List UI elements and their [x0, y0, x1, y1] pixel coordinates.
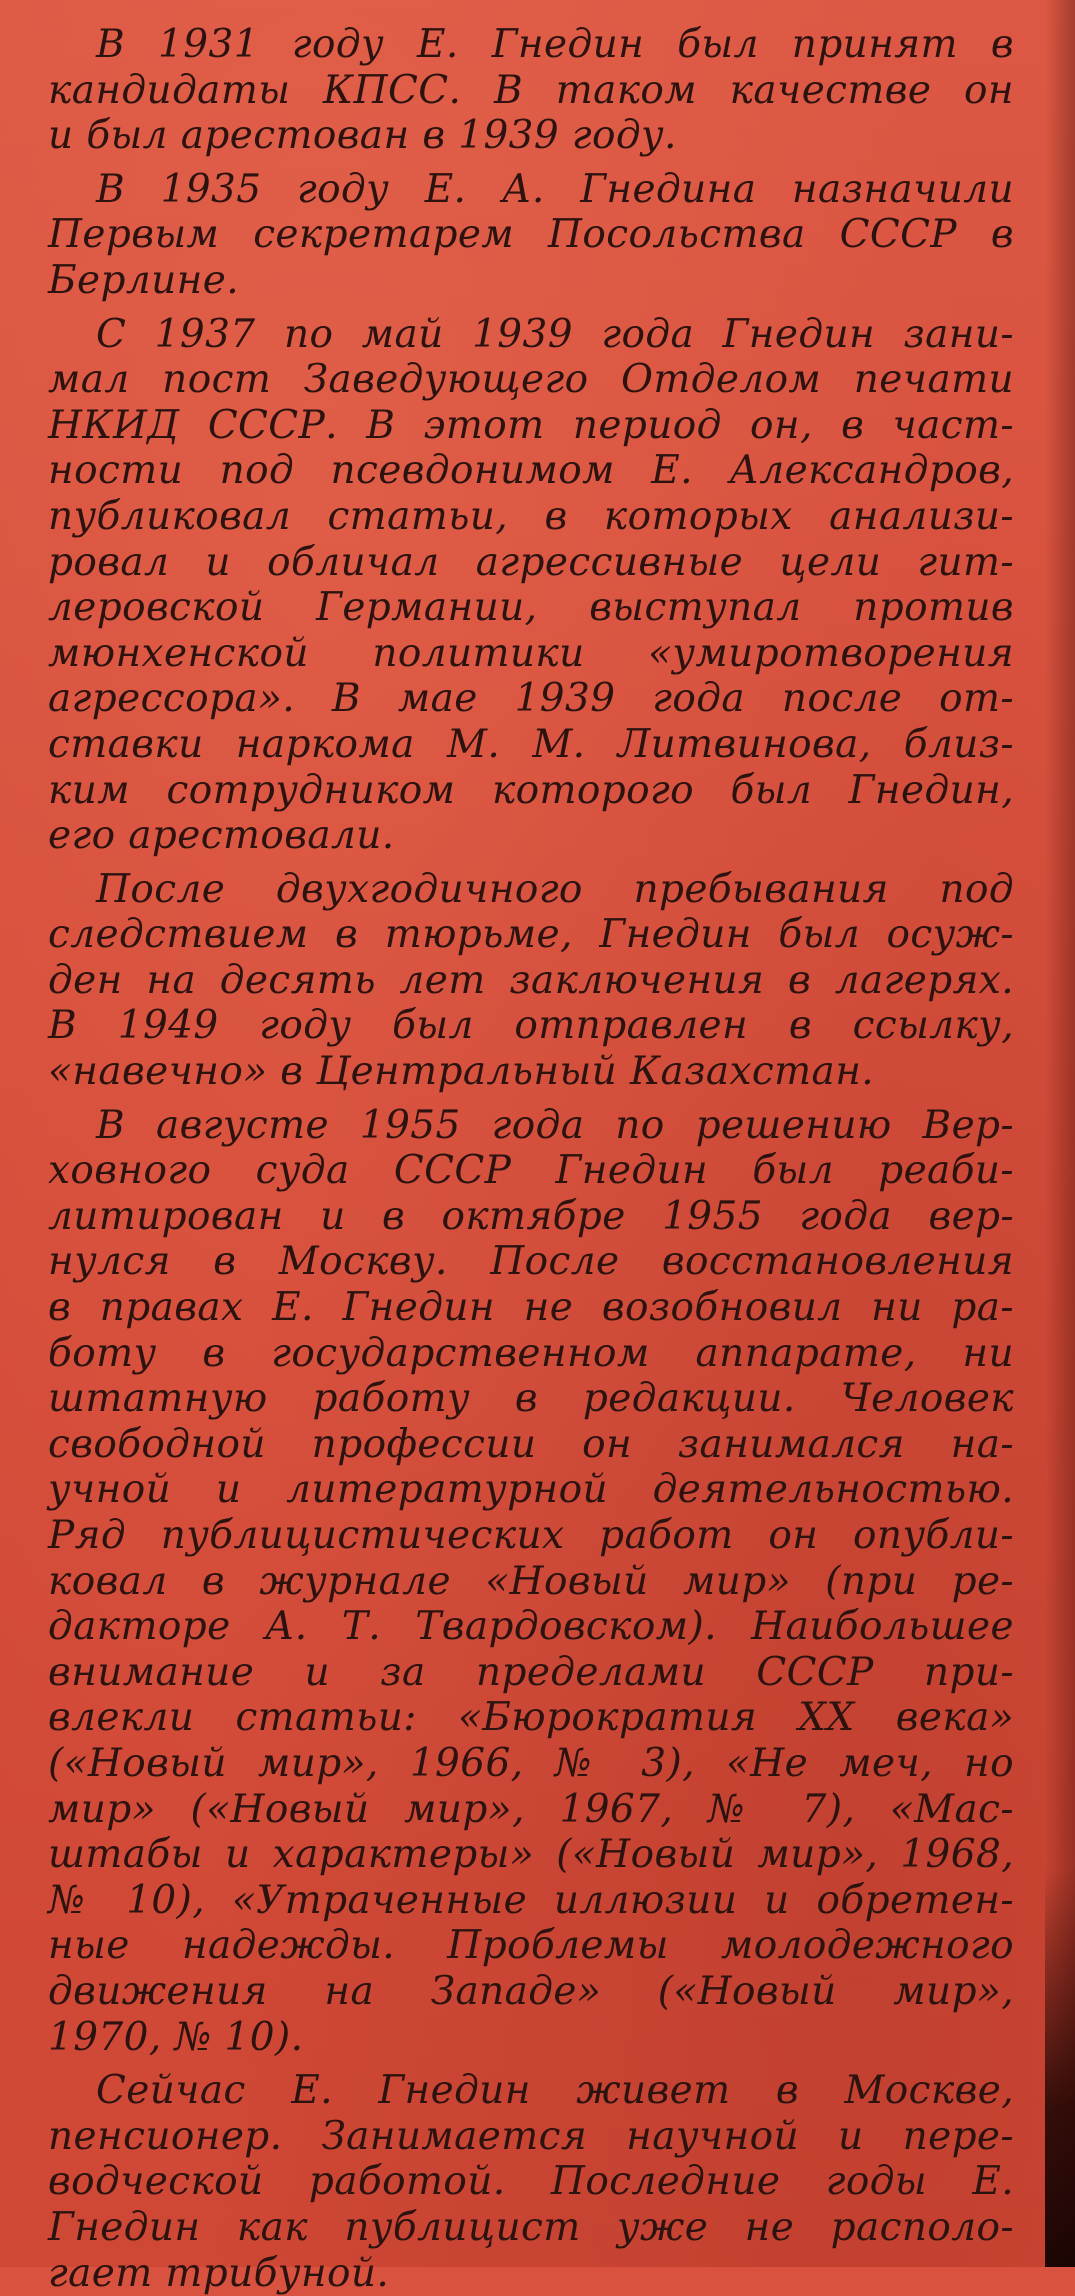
text-line: движения на Западе» («Новый мир»,	[48, 1969, 1014, 2015]
text-line: водческой работой. Последние годы Е.	[48, 2159, 1014, 2205]
text-line: мир» («Новый мир», 1967, № 7), «Мас-	[48, 1787, 1014, 1833]
text-line: штатную работу в редакции. Человек	[48, 1376, 1014, 1422]
text-line: Берлине.	[48, 258, 1014, 304]
paragraph	[48, 2068, 1014, 2296]
text-line: В 1931 году Е. Гнедин был принят в	[48, 22, 1014, 68]
text-line: 1970, № 10).	[48, 2015, 1014, 2061]
text-line: Гнедин как публицист уже не располо-	[48, 2205, 1014, 2251]
text-line: ные надежды. Проблемы молодежного	[48, 1923, 1014, 1969]
text-line: и был арестован в 1939 году.	[48, 113, 1014, 159]
text-line: НКИД СССР. В этот период он, в част-	[48, 403, 1014, 449]
text-line: литирован и в октябре 1955 года вер-	[48, 1194, 1014, 1240]
paragraph	[48, 312, 1014, 859]
text-line: следствием в тюрьме, Гнедин был осуж-	[48, 912, 1014, 958]
text-line: агрессора». В мае 1939 года после от-	[48, 676, 1014, 722]
text-line: ковал в журнале «Новый мир» (при ре-	[48, 1559, 1014, 1605]
paragraph	[48, 867, 1014, 1095]
text-line: ровал и обличал агрессивные цели гит-	[48, 540, 1014, 586]
text-line: гает трибуной.	[48, 2251, 1014, 2296]
text-line: публиковал статьи, в которых анализи-	[48, 494, 1014, 540]
text-line: свободной профессии он занимался на-	[48, 1422, 1014, 1468]
text-line: ставки наркома М. М. Литвинова, близ-	[48, 722, 1014, 768]
page-text	[48, 22, 1014, 2296]
text-line: кандидаты КПСС. В таком качестве он	[48, 68, 1014, 114]
text-line: ким сотрудником которого был Гнедин,	[48, 768, 1014, 814]
text-line: В 1935 году Е. А. Гнедина назначили	[48, 167, 1014, 213]
text-line: С 1937 по май 1939 года Гнедин зани-	[48, 312, 1014, 358]
text-line: № 10), «Утраченные иллюзии и обретен-	[48, 1878, 1014, 1924]
text-line: После двухгодичного пребывания под	[48, 867, 1014, 913]
text-line: штабы и характеры» («Новый мир», 1968,	[48, 1832, 1014, 1878]
text-line: ховного суда СССР Гнедин был реаби-	[48, 1148, 1014, 1194]
paragraph	[48, 1103, 1014, 2060]
text-line: В 1949 году был отправлен в ссылку,	[48, 1003, 1014, 1049]
paragraph	[48, 22, 1014, 159]
text-line: дакторе А. Т. Твардовском). Наибольшее	[48, 1604, 1014, 1650]
text-line: Первым секретарем Посольства СССР в	[48, 212, 1014, 258]
text-line: леровской Германии, выступал против	[48, 585, 1014, 631]
text-line: в правах Е. Гнедин не возобновил ни ра-	[48, 1285, 1014, 1331]
text-line: нулся в Москву. После восстановления	[48, 1239, 1014, 1285]
text-line: ден на десять лет заключения в лагерях.	[48, 958, 1014, 1004]
text-line: учной и литературной деятельностью.	[48, 1467, 1014, 1513]
text-line: мал пост Заведующего Отделом печати	[48, 357, 1014, 403]
text-line: («Новый мир», 1966, № 3), «Не меч, но	[48, 1741, 1014, 1787]
text-line: его арестовали.	[48, 813, 1014, 859]
page-corner-shadow	[1045, 1867, 1075, 2267]
text-line: В августе 1955 года по решению Вер-	[48, 1103, 1014, 1149]
text-line: влекли статьи: «Бюрократия XX века»	[48, 1695, 1014, 1741]
text-line: ности под псевдонимом Е. Александров,	[48, 448, 1014, 494]
text-line: внимание и за пределами СССР при-	[48, 1650, 1014, 1696]
text-line: «навечно» в Центральный Казахстан.	[48, 1049, 1014, 1095]
text-line: пенсионер. Занимается научной и пере-	[48, 2114, 1014, 2160]
text-line: Сейчас Е. Гнедин живет в Москве,	[48, 2068, 1014, 2114]
text-line: боту в государственном аппарате, ни	[48, 1331, 1014, 1377]
paragraph	[48, 167, 1014, 304]
text-line: Ряд публицистических работ он опубли-	[48, 1513, 1014, 1559]
text-line: мюнхенской политики «умиротворения	[48, 631, 1014, 677]
